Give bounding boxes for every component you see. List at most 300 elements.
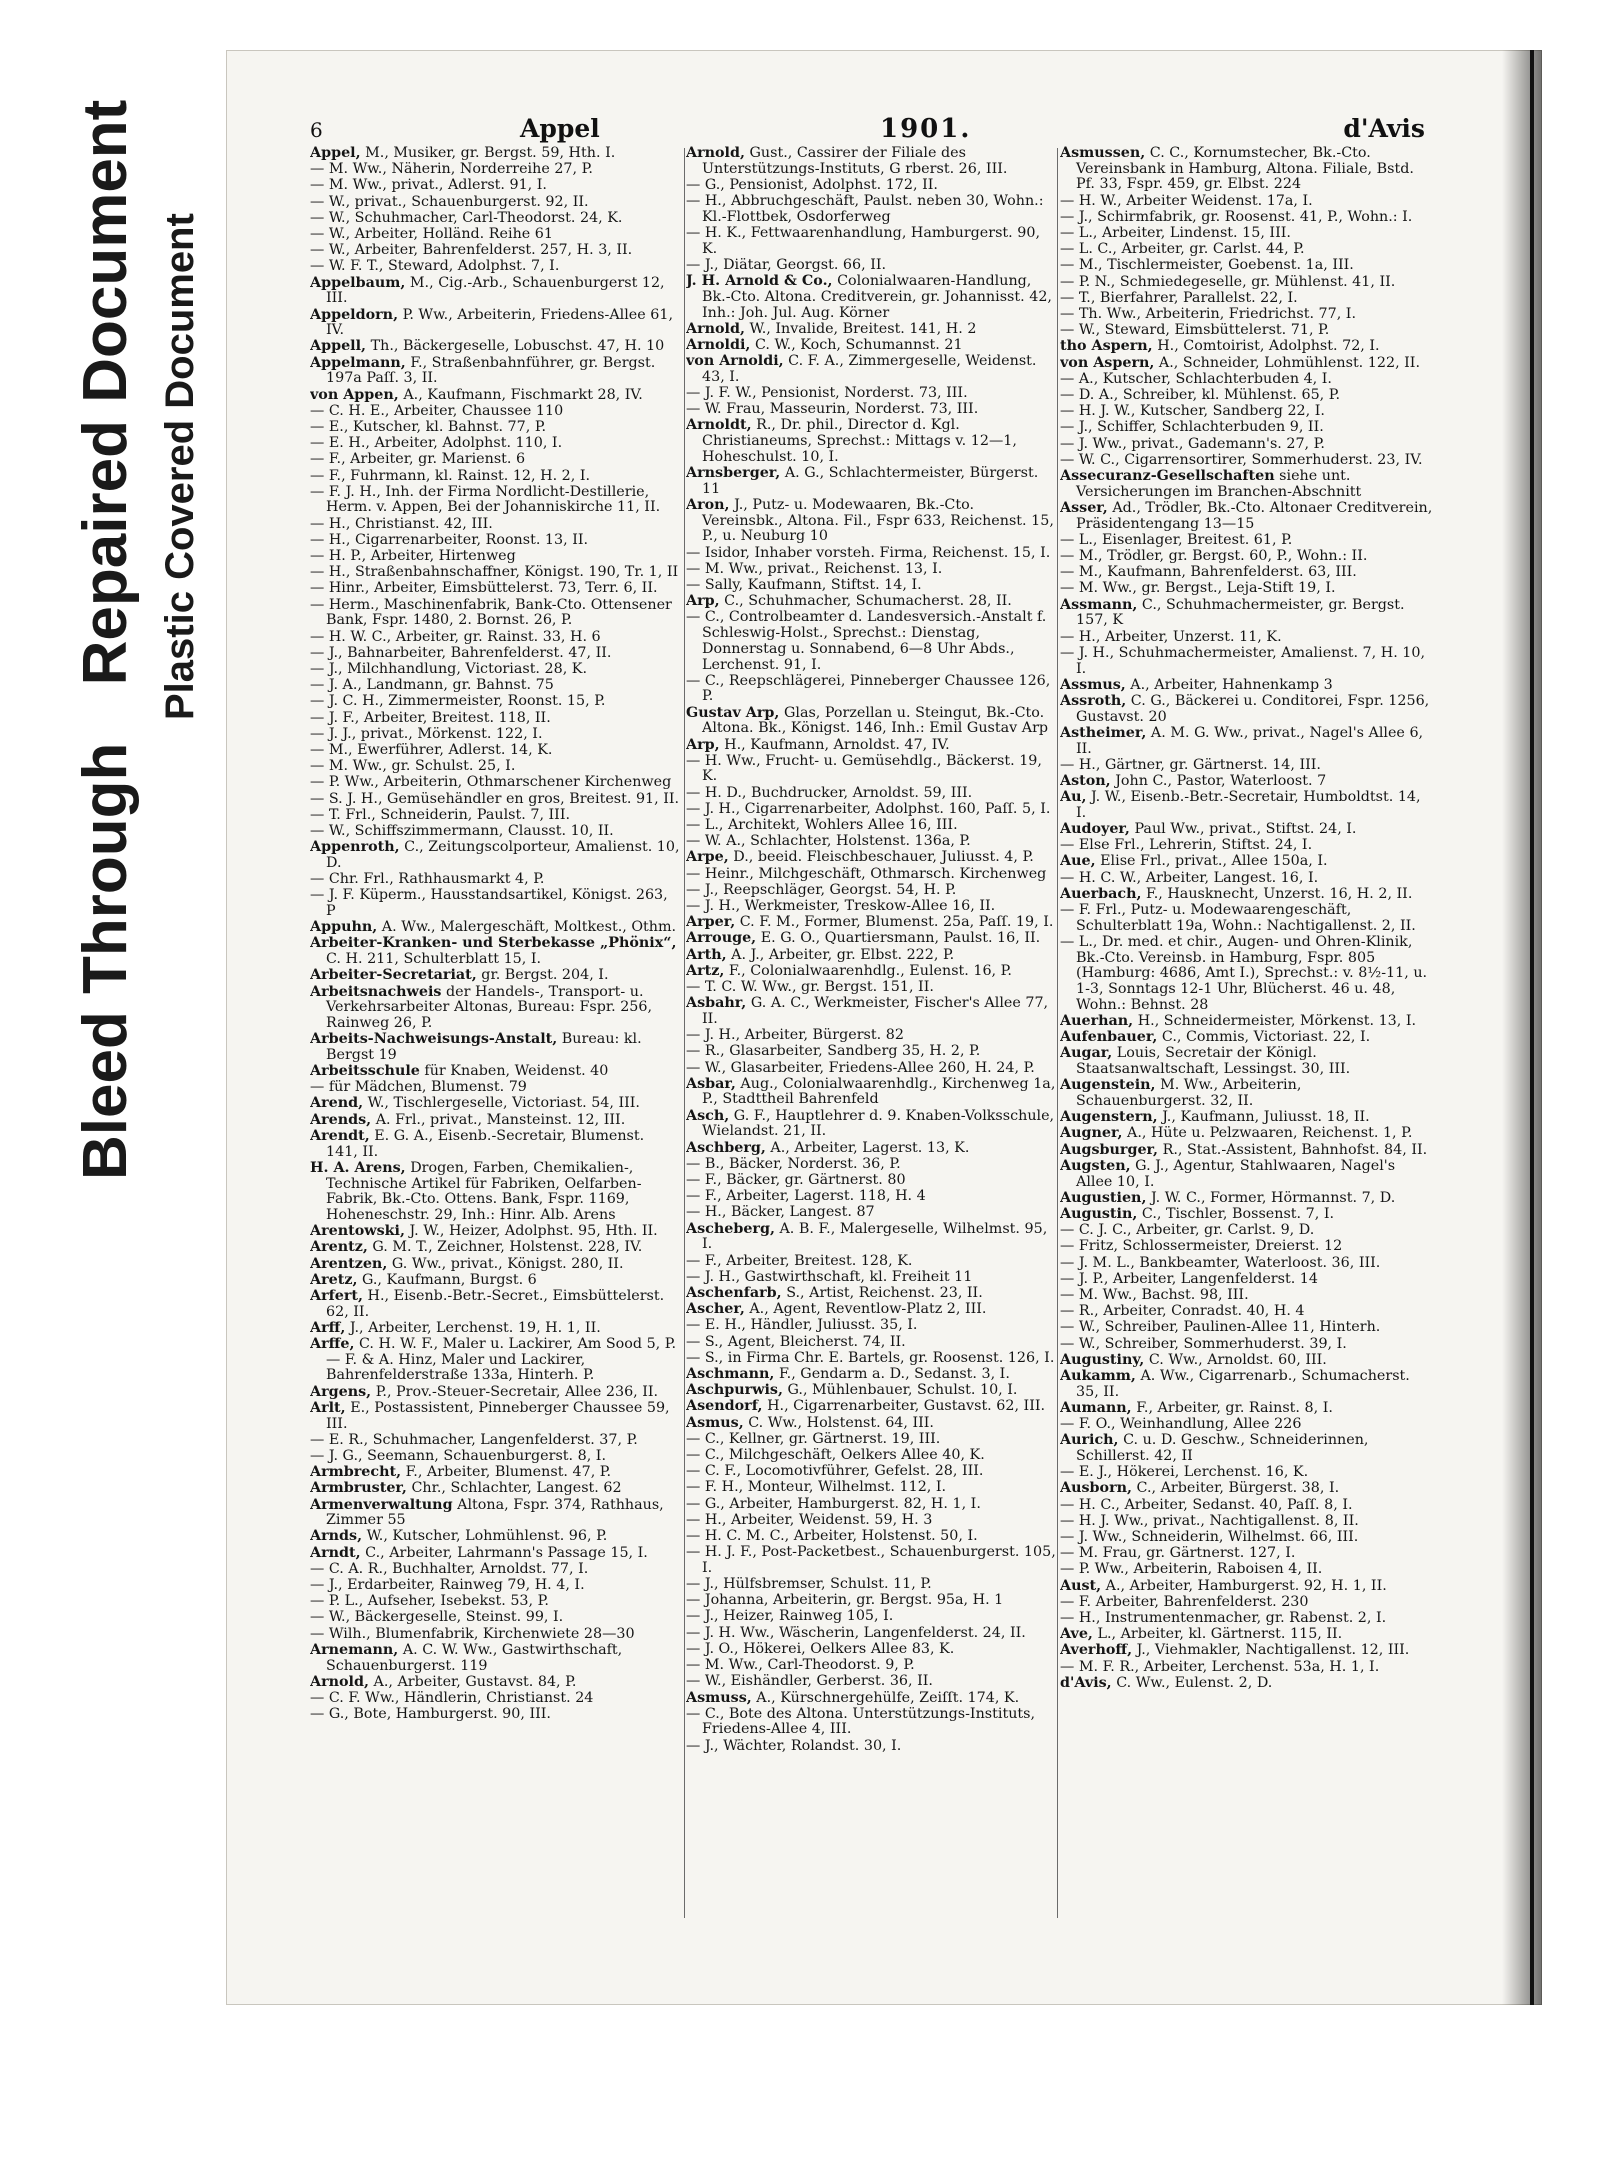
directory-entry — [1060, 339, 1435, 355]
entry-details: — J., Heizer, Rainweg 105, I. — [686, 1608, 894, 1625]
entry-details: — L., Dr. med. et chir., Augen- und Ohren-Klinik, Bk.-Cto. Vereinsb. in Hamburg, Fspr. 805 (Hamburg: 4686, Amt I.), Sprechst.: v. 8½-11, u. 1-3, Sonntags 12-1 Uhr, Blücherst. 46 u. 48, Wohn.: Behnst. 28 — [1060, 933, 1428, 1013]
directory-entry — [310, 646, 680, 662]
directory-entry — [686, 706, 1056, 737]
directory-entry — [686, 1205, 1056, 1221]
entry-name: Arrouge, — [686, 930, 757, 947]
directory-entry — [686, 1286, 1056, 1302]
column-rule-2 — [1057, 148, 1058, 1918]
directory-entry — [686, 931, 1056, 947]
entry-name: Arbeiter-Kranken- und Sterbekasse „Phönix“, — [310, 935, 677, 952]
entry-details: G., Kaufmann, Burgst. 6 — [361, 1271, 537, 1288]
entry-details: A., Arbeiter, Hamburgerst. 92, H. 1, II. — [1105, 1577, 1387, 1594]
directory-entry — [310, 1240, 680, 1256]
directory-entry — [686, 996, 1056, 1027]
entry-details: F., Arbeiter, gr. Rainst. 8, I. — [1136, 1399, 1333, 1416]
entry-details: C. F. M., Former, Blumenst. 25a, Paſſ. 19, I. — [739, 914, 1054, 931]
directory-entry — [310, 339, 680, 355]
entry-name: Appuhn, — [310, 919, 378, 936]
directory-entry — [686, 194, 1056, 225]
entry-details: — W., Steward, Eimsbüttelerst. 71, P. — [1060, 322, 1330, 339]
directory-entry — [686, 964, 1056, 980]
entry-details: A. M. G. Ww., privat., Nagel's Allee 6, II. — [1076, 724, 1424, 757]
entry-details: Chr., Schlachter, Langest. 62 — [411, 1480, 622, 1497]
entry-details: — J. H., Werkmeister, Treskow-Allee 16, II. — [686, 898, 996, 915]
entry-details: — E., Kutscher, kl. Bahnst. 77, P. — [310, 418, 547, 435]
entry-details: — Hinr., Arbeiter, Eimsbüttelerst. 73, Terr. 6, II. — [310, 580, 658, 597]
entry-details: — P. Ww., Arbeiterin, Othmarschener Kirchenweg — [310, 774, 672, 791]
directory-column-1 — [310, 146, 680, 1926]
entry-details: C., Zeitungscolporteur, Amalienst. 10, D. — [326, 839, 680, 871]
entry-details: — H. J. Ww., privat., Nachtigallenst. 8, II. — [1060, 1512, 1359, 1529]
directory-entry — [686, 1577, 1056, 1593]
directory-entry — [310, 792, 680, 808]
directory-entry — [310, 308, 680, 339]
entry-details: — A., Kutscher, Schlachterbuden 4, I. — [1060, 370, 1332, 387]
entry-name: Arentzen, — [310, 1255, 388, 1272]
directory-entry — [310, 1224, 680, 1240]
directory-entry — [686, 1077, 1056, 1108]
entry-details: W., Kutscher, Lohmühlenst. 96, P. — [366, 1528, 608, 1545]
directory-entry — [1060, 1046, 1435, 1077]
entry-details: — J. J., privat., Mörkenst. 122, I. — [310, 725, 543, 742]
entry-details: — G., Pensionist, Adolphst. 172, II. — [686, 176, 938, 193]
entry-name: Arp, — [686, 593, 720, 610]
entry-details: P., Prov.-Steuer-Secretair, Allee 236, II. — [375, 1383, 659, 1400]
entry-details: — B., Bäcker, Norderst. 36, P. — [686, 1155, 901, 1172]
directory-entry — [686, 1028, 1056, 1044]
entry-name: J. H. Arnold & Co., — [686, 273, 833, 290]
directory-entry — [310, 1273, 680, 1289]
entry-name: Arentz, — [310, 1239, 368, 1256]
directory-entry — [1060, 1078, 1435, 1109]
entry-details: — J. H., Cigarrenarbeiter, Adolphst. 160, Paſſ. 5, I. — [686, 800, 1051, 817]
entry-details: — H. W. C., Arbeiter, gr. Rainst. 33, H. 6 — [310, 628, 601, 645]
watermark-labels — [30, 40, 230, 1220]
directory-entry — [686, 498, 1056, 545]
entry-name: Augustien, — [1060, 1189, 1147, 1206]
directory-entry — [1060, 726, 1435, 757]
entry-details: — P. N., Schmiedegeselle, gr. Mühlenst. 41, II. — [1060, 273, 1396, 290]
entry-details: — J., Hülfsbremser, Schulst. 11, P. — [686, 1576, 932, 1593]
entry-details: — J. F., Arbeiter, Breitest. 118, II. — [310, 709, 551, 726]
entry-details: — S. J. H., Gemüsehändler en gros, Breitest. 91, II. — [310, 790, 680, 807]
directory-entry — [1060, 790, 1435, 821]
directory-entry — [1060, 1320, 1435, 1336]
directory-entry — [310, 1465, 680, 1481]
directory-entry — [1060, 1223, 1435, 1239]
entry-details: — W., Arbeiter, Holländ. Reihe 61 — [310, 226, 553, 243]
directory-entry — [686, 610, 1056, 673]
directory-entry — [686, 1739, 1056, 1755]
directory-entry — [1060, 678, 1435, 694]
entry-details: — Johanna, Arbeiterin, gr. Bergst. 95a, H. 1 — [686, 1592, 1004, 1609]
entry-details: E., Postassistent, Pinneberger Chaussee 59, III. — [326, 1399, 670, 1432]
entry-details: — C. F. Ww., Händlerin, Christianst. 24 — [310, 1690, 594, 1706]
directory-entry — [1060, 1498, 1435, 1514]
directory-entry — [686, 402, 1056, 418]
entry-details: — Herm., Maschinenfabrik, Bank-Cto. Ottensener Bank, Fspr. 1480, 2. Bornst. 26, P. — [310, 596, 672, 629]
directory-entry — [310, 1096, 680, 1112]
directory-entry — [310, 694, 680, 710]
header-left-keyword: Appel — [520, 114, 600, 143]
entry-details: — H., Gärtner, gr. Gärtnerst. 14, III. — [1060, 756, 1321, 773]
directory-entry — [686, 980, 1056, 996]
directory-entry — [686, 1383, 1056, 1399]
entry-details: — J., Erdarbeiter, Rainweg 79, H. 4, I. — [310, 1577, 585, 1594]
directory-entry — [686, 1707, 1056, 1738]
directory-entry — [686, 1432, 1056, 1448]
directory-entry — [686, 899, 1056, 915]
entry-details: — H., Christianst. 42, III. — [310, 515, 493, 532]
entry-details: F., Straßenbahnführer, gr. Bergst. 197a Paſſ. 3, II. — [326, 354, 656, 387]
directory-entry — [310, 824, 680, 840]
directory-entry — [1060, 1595, 1435, 1611]
entry-details: — F. Arbeiter, Bahrenfelderst. 230 — [1060, 1593, 1309, 1610]
entry-details: C. Ww., Holstenst. 64, III. — [748, 1414, 934, 1431]
entry-name: Auerhan, — [1060, 1012, 1134, 1029]
directory-entry — [310, 549, 680, 565]
directory-entry — [1060, 1143, 1435, 1159]
directory-entry — [1060, 1643, 1435, 1659]
entry-details: Altona, Fspr. 374, Rathhaus, Zimmer 55 — [326, 1496, 664, 1529]
entry-details: — E. H., Arbeiter, Adolphst. 110, I. — [310, 435, 563, 452]
entry-name: Asendorf, — [686, 1398, 763, 1415]
entry-details: — L. C., Arbeiter, gr. Carlst. 44, P. — [1060, 241, 1305, 258]
entry-details: — H., Straßenbahnschaffner, Königst. 190, Tr. 1, II — [310, 564, 679, 581]
entry-details: — C. J. C., Arbeiter, gr. Carlst. 9, D. — [1060, 1222, 1315, 1239]
entry-details: — P. Ww., Arbeiterin, Raboisen 4, II. — [1060, 1561, 1323, 1578]
directory-entry — [310, 920, 680, 936]
entry-details: — H. W., Arbeiter Weidenst. 17a, I. — [1060, 192, 1313, 209]
entry-details: H., Schneidermeister, Mörkenst. 13, I. — [1137, 1012, 1417, 1029]
entry-details: — M., Kaufmann, Bahrenfelderst. 63, III. — [1060, 564, 1357, 581]
entry-name: Augustiny, — [1060, 1351, 1145, 1368]
entry-name: Assroth, — [1060, 692, 1127, 709]
entry-details: — J., Reepschläger, Georgst. 54, H. P. — [686, 881, 957, 898]
entry-details: — L., Arbeiter, Lindenst. 15, III. — [1060, 225, 1291, 242]
directory-entry — [686, 883, 1056, 899]
entry-details: — T. Frl., Schneiderin, Paulst. 7, III. — [310, 806, 571, 823]
directory-entry — [1060, 420, 1435, 436]
directory-entry — [1060, 226, 1435, 242]
entry-name: Augsburger, — [1060, 1141, 1159, 1158]
entry-details: — F. H., Monteur, Wilhelmst. 112, I. — [686, 1479, 947, 1496]
directory-entry — [1060, 1676, 1435, 1692]
entry-name: Arfert, — [310, 1287, 363, 1304]
entry-details: A., Arbeiter, Gustavst. 84, P. — [373, 1673, 577, 1690]
entry-details: — W. A., Schlachter, Holstenst. 136a, P. — [686, 833, 971, 850]
entry-name: Arnold, — [686, 320, 745, 337]
directory-entry — [310, 1385, 680, 1401]
entry-details: — J., Diätar, Georgst. 66, II. — [686, 256, 887, 273]
entry-details: W., Invalide, Breitest. 141, H. 2 — [749, 320, 977, 337]
entry-details: F., Arbeiter, Blumenst. 47, P. — [405, 1464, 612, 1481]
directory-entry — [310, 243, 680, 259]
entry-name: Aschpurwis, — [686, 1382, 783, 1399]
entry-details: — J. F. Küperm., Hausstandsartikel, Königst. 263, P — [310, 887, 668, 920]
entry-name: Asser, — [1060, 499, 1108, 516]
directory-entry — [310, 840, 680, 871]
entry-name: Arlt, — [310, 1399, 346, 1416]
directory-entry — [1060, 646, 1435, 677]
directory-entry — [686, 546, 1056, 562]
directory-entry — [686, 1335, 1056, 1351]
entry-details: — H. C., Arbeiter, Sedanst. 40, Paſſ. 8, I. — [1060, 1496, 1353, 1513]
entry-details: — H., Arbeiter, Weidenst. 59, H. 3 — [686, 1511, 933, 1528]
directory-entry — [1060, 1014, 1435, 1030]
directory-entry — [1060, 838, 1435, 854]
column-rule-1 — [684, 148, 685, 1918]
entry-details: — R., Glasarbeiter, Sandberg 35, H. 2, P. — [686, 1043, 981, 1060]
entry-details: — H. C. M. C., Arbeiter, Holstenst. 50, I. — [686, 1527, 978, 1544]
entry-details: — M. Ww., privat., Reichenst. 13, I. — [686, 560, 943, 577]
entry-details: — F., Bäcker, gr. Gärtnerst. 80 — [686, 1172, 906, 1188]
entry-name: Asch, — [686, 1107, 730, 1124]
directory-entry — [310, 388, 680, 404]
directory-entry — [686, 1609, 1056, 1625]
entry-name: Appell, — [310, 338, 367, 355]
directory-entry — [310, 598, 680, 629]
entry-details: C. H. 211, Schulterblatt 15, I. — [326, 951, 542, 968]
entry-name: Appeldorn, — [310, 306, 399, 323]
entry-details: G. J., Agentur, Stahlwaaren, Nagel's Allee 10, I. — [1076, 1157, 1396, 1190]
directory-entry — [1060, 1481, 1435, 1497]
entry-details: — W., Schuhmacher, Carl-Theodorst. 24, K. — [310, 209, 623, 226]
entry-details: — H. K., Fettwaarenhandlung, Hamburgerst. 90, K. — [686, 225, 1041, 257]
entry-details: — Th. Ww., Arbeiterin, Friedrichst. 77, I. — [1060, 306, 1357, 323]
entry-name: Arbeiter-Secretariat, — [310, 967, 477, 984]
directory-entry — [310, 1691, 680, 1707]
directory-entry — [310, 985, 680, 1032]
directory-entry — [1060, 822, 1435, 838]
directory-entry — [686, 915, 1056, 931]
entry-details: C. W., Koch, Schumannst. 21 — [754, 336, 963, 353]
entry-name: Aston, — [1060, 772, 1111, 789]
entry-name: Asbar, — [686, 1075, 736, 1092]
directory-entry — [686, 1691, 1056, 1707]
entry-name: Arnsberger, — [686, 465, 781, 482]
entry-details: — W. Frau, Masseurin, Norderst. 73, III. — [686, 401, 979, 418]
directory-entry — [686, 1545, 1056, 1576]
entry-details: A. Frl., privat., Mansteinst. 12, III. — [375, 1111, 626, 1128]
entry-name: Aurich, — [1060, 1432, 1119, 1449]
entry-name: Audoyer, — [1060, 821, 1130, 838]
directory-entry — [310, 1433, 680, 1449]
directory-entry — [686, 1626, 1056, 1642]
directory-entry — [1060, 469, 1435, 500]
directory-entry — [310, 888, 680, 919]
directory-entry — [310, 1529, 680, 1545]
directory-entry — [1060, 1579, 1435, 1595]
directory-entry — [1060, 453, 1435, 469]
directory-entry — [1060, 774, 1435, 790]
entry-details: Paul Ww., privat., Stiftst. 24, I. — [1134, 821, 1357, 838]
directory-entry — [310, 195, 680, 211]
entry-details: — W., Bäckergeselle, Steinst. 99, I. — [310, 1609, 564, 1626]
directory-entry — [310, 1161, 680, 1224]
entry-details: gr. Bergst. 204, I. — [481, 967, 609, 984]
directory-entry — [1060, 275, 1435, 291]
directory-entry — [686, 1189, 1056, 1205]
directory-entry — [310, 1064, 680, 1080]
page-edge-shadow — [1502, 50, 1542, 2005]
entry-details: — C., Controlbeamter d. Landesversich.-Anstalt f. Schleswig-Holst., Sprechst.: Dienstag, Donnerstag u. Sonnabend, 6—8 Uhr Abds., Lerchenst. 91, I. — [686, 609, 1047, 673]
entry-details: — Isidor, Inhaber vorsteh. Firma, Reichenst. 15, I. — [686, 544, 1051, 561]
entry-details: — F. J. H., Inh. der Firma Nordlicht-Destillerie, Herm. v. Appen, Bei der Johanniskirche 11, II. — [310, 483, 661, 516]
entry-name: Arbeitsschule — [310, 1063, 420, 1080]
directory-entry — [1060, 437, 1435, 453]
directory-entry — [310, 581, 680, 597]
directory-entry — [310, 469, 680, 485]
entry-details: D., beeid. Fleischbeschauer, Juliusst. 4, P. — [733, 849, 1034, 866]
directory-entry — [310, 259, 680, 275]
entry-details: A. Ww., Malergeschäft, Moltkest., Othm. — [381, 919, 677, 936]
document-page — [226, 50, 1542, 2005]
entry-details: — H. D., Buchdrucker, Arnoldst. 59, III. — [686, 784, 973, 801]
entry-details: — J. F. W., Pensionist, Norderst. 73, III. — [686, 385, 968, 402]
directory-entry — [1060, 1514, 1435, 1530]
entry-details: G. M. T., Zeichner, Holstenst. 228, IV. — [372, 1239, 643, 1256]
entry-details: John C., Pastor, Waterloost. 7 — [1115, 772, 1327, 789]
entry-details: H., Eisenb.-Betr.-Secret., Eimsbüttelerst. 62, II. — [326, 1287, 665, 1320]
entry-name: Arndt, — [310, 1544, 361, 1561]
directory-entry — [1060, 242, 1435, 258]
directory-entry — [1060, 1465, 1435, 1481]
entry-details: — F. O., Weinhandlung, Allee 226 — [1060, 1416, 1302, 1433]
entry-details: — F., Arbeiter, gr. Marienst. 6 — [310, 451, 526, 468]
entry-details: — L., Eisenlager, Breitest. 61, P. — [1060, 531, 1293, 548]
entry-details: A., Kaufmann, Fischmarkt 28, IV. — [403, 386, 643, 403]
entry-details: Glas, Porzellan u. Steingut, Bk.-Cto. Altona. Bk., Königst. 146, Inh.: Emil Gustav Arp — [702, 704, 1049, 737]
entry-details: — F., Arbeiter, Lagerst. 118, H. 4 — [686, 1188, 926, 1205]
directory-entry — [1060, 758, 1435, 774]
entry-details: — C., Kellner, gr. Gärtnerst. 19, III. — [686, 1430, 941, 1447]
directory-entry — [1060, 1304, 1435, 1320]
entry-details: — C., Milchgeschäft, Oelkers Allee 40, K. — [686, 1446, 985, 1463]
directory-entry — [310, 533, 680, 549]
directory-entry — [310, 872, 680, 888]
entry-details: R., Stat.-Assistent, Bahnhofst. 84, II. — [1162, 1141, 1428, 1158]
directory-entry — [686, 1448, 1056, 1464]
entry-name: Ave, — [1060, 1626, 1093, 1643]
directory-entry — [686, 738, 1056, 754]
entry-name: Astheimer, — [1060, 724, 1147, 741]
entry-details: — M. F. R., Arbeiter, Lerchenst. 53a, H. 1, I. — [1060, 1658, 1380, 1675]
entry-details: F., Gendarm a. D., Sedanst. 3, I. — [778, 1365, 1010, 1382]
entry-details: — H. C. W., Arbeiter, Langest. 16, I. — [1060, 869, 1319, 886]
directory-entry — [310, 743, 680, 759]
directory-entry — [686, 258, 1056, 274]
entry-details: Th., Bäckergeselle, Lobuschst. 47, H. 10 — [370, 338, 665, 355]
entry-name: Aretz, — [310, 1271, 358, 1288]
entry-details: — P. L., Aufseher, Isebekst. 53, P. — [310, 1593, 549, 1610]
entry-name: Appenroth, — [310, 839, 400, 856]
directory-entry — [310, 759, 680, 775]
entry-details: — J. A., Landmann, gr. Bahnst. 75 — [310, 677, 554, 694]
entry-details: — F., Arbeiter, Breitest. 128, K. — [686, 1252, 913, 1269]
entry-details: — H. J. F., Post-Packetbest., Schauenburgerst. 105, I. — [686, 1544, 1056, 1576]
directory-entry — [310, 775, 680, 791]
entry-name: Armbrecht, — [310, 1464, 402, 1481]
directory-entry — [1060, 1353, 1435, 1369]
page-number: 6 — [310, 118, 323, 142]
directory-entry — [686, 1674, 1056, 1690]
entry-details: C. F. A., Zimmergeselle, Weidenst. 43, I. — [702, 353, 1037, 385]
entry-details: C. G., Bäckerei u. Conditorei, Fspr. 1256, Gustavst. 20 — [1076, 692, 1430, 725]
entry-name: tho Aspern, — [1060, 338, 1153, 355]
entry-details: — J. M. L., Bankbeamter, Waterloost. 36, III. — [1060, 1254, 1381, 1271]
entry-details: — für Mädchen, Blumenst. 79 — [310, 1079, 527, 1096]
directory-entry — [310, 1113, 680, 1129]
entry-details: — L., Architekt, Wohlers Allee 16, III. — [686, 817, 958, 834]
entry-details: — F., Fuhrmann, kl. Rainst. 12, H. 2, I. — [310, 467, 591, 484]
entry-details: — R., Arbeiter, Conradst. 40, H. 4 — [1060, 1303, 1305, 1320]
entry-details: F., Hausknecht, Unzerst. 16, H. 2, II. — [1146, 885, 1413, 902]
entry-details: — E. R., Schuhmacher, Langenfelderst. 37, P. — [310, 1431, 638, 1448]
directory-entry — [310, 517, 680, 533]
entry-name: Augar, — [1060, 1045, 1113, 1062]
directory-entry — [1060, 887, 1435, 903]
entry-details: — H. J. W., Kutscher, Sandberg 22, I. — [1060, 403, 1325, 420]
entry-details: — W., Arbeiter, Bahrenfelderst. 257, H. 3, II. — [310, 242, 633, 259]
entry-details: J., Putz- u. Modewaaren, Bk.-Cto. Vereinsbk., Altona. Fil., Fspr 633, Reichenst. 15, P., u. Neuburg 10 — [702, 496, 1054, 545]
entry-name: Arentowski, — [310, 1223, 405, 1240]
entry-details: C. H. W. F., Maler u. Lackirer, Am Sood 5, P. — F. & A. Hinz, Maler und Lackirer, Bahrenfelderstraße 133a, Hinterh. P. — [326, 1336, 677, 1384]
directory-entry — [1060, 1110, 1435, 1126]
entry-details: — M. Ww., Näherin, Norderreihe 27, P. — [310, 161, 593, 178]
directory-entry — [1060, 871, 1435, 887]
directory-entry — [310, 1080, 680, 1096]
entry-details: Bureau: kl. Bergst 19 — [326, 1031, 642, 1063]
entry-name: Argens, — [310, 1383, 372, 1400]
entry-name: Arper, — [686, 914, 736, 931]
directory-entry — [686, 562, 1056, 578]
directory-entry — [310, 936, 680, 967]
entry-name: Gustav Arp, — [686, 704, 780, 721]
entry-details: — J. H. Ww., Wäscherin, Langenfelderst. 24, II. — [686, 1624, 1026, 1641]
directory-entry — [1060, 1288, 1435, 1304]
entry-name: Artz, — [686, 962, 725, 979]
entry-details: — J. C. H., Zimmermeister, Roonst. 15, P. — [310, 693, 606, 710]
entry-details: J., Kaufmann, Juliusst. 18, II. — [1162, 1109, 1370, 1126]
entry-details: Aug., Colonialwaarenhdlg., Kirchenweg 1a, P., Stadttheil Bahrenfeld — [702, 1075, 1056, 1108]
directory-entry — [310, 227, 680, 243]
directory-entry — [686, 867, 1056, 883]
directory-entry — [686, 354, 1056, 385]
entry-name: Aufenbauer, — [1060, 1029, 1158, 1046]
directory-entry — [1060, 388, 1435, 404]
entry-details: — M., Tischlermeister, Goebenst. 1a, III. — [1060, 257, 1354, 274]
entry-name: Arpe, — [686, 849, 729, 866]
directory-entry — [310, 1481, 680, 1497]
entry-details: — W. F. T., Steward, Adolphst. 7, I. — [310, 258, 560, 275]
entry-details: — E. J., Hökerei, Lerchenst. 16, K. — [1060, 1464, 1309, 1481]
directory-entry — [1060, 1272, 1435, 1288]
entry-details: — J. Ww., privat., Gademann's. 27, P. — [1060, 435, 1325, 452]
directory-entry — [686, 802, 1056, 818]
entry-details: — Sally, Kaufmann, Stiftst. 14, I. — [686, 576, 922, 593]
directory-entry — [310, 1546, 680, 1562]
directory-entry — [686, 1061, 1056, 1077]
directory-entry — [686, 1254, 1056, 1270]
directory-entry — [310, 162, 680, 178]
entry-details: — G., Arbeiter, Hamburgerst. 82, H. 1, I. — [686, 1495, 981, 1512]
entry-name: Aumann, — [1060, 1399, 1132, 1416]
entry-details: — C. H. E., Arbeiter, Chaussee 110 — [310, 402, 564, 419]
entry-name: Aron, — [686, 496, 730, 513]
entry-details: A., Agent, Reventlow-Platz 2, III. — [749, 1301, 987, 1318]
entry-details: — M. Ww., Carl-Theodorst. 9, P. — [686, 1657, 915, 1674]
